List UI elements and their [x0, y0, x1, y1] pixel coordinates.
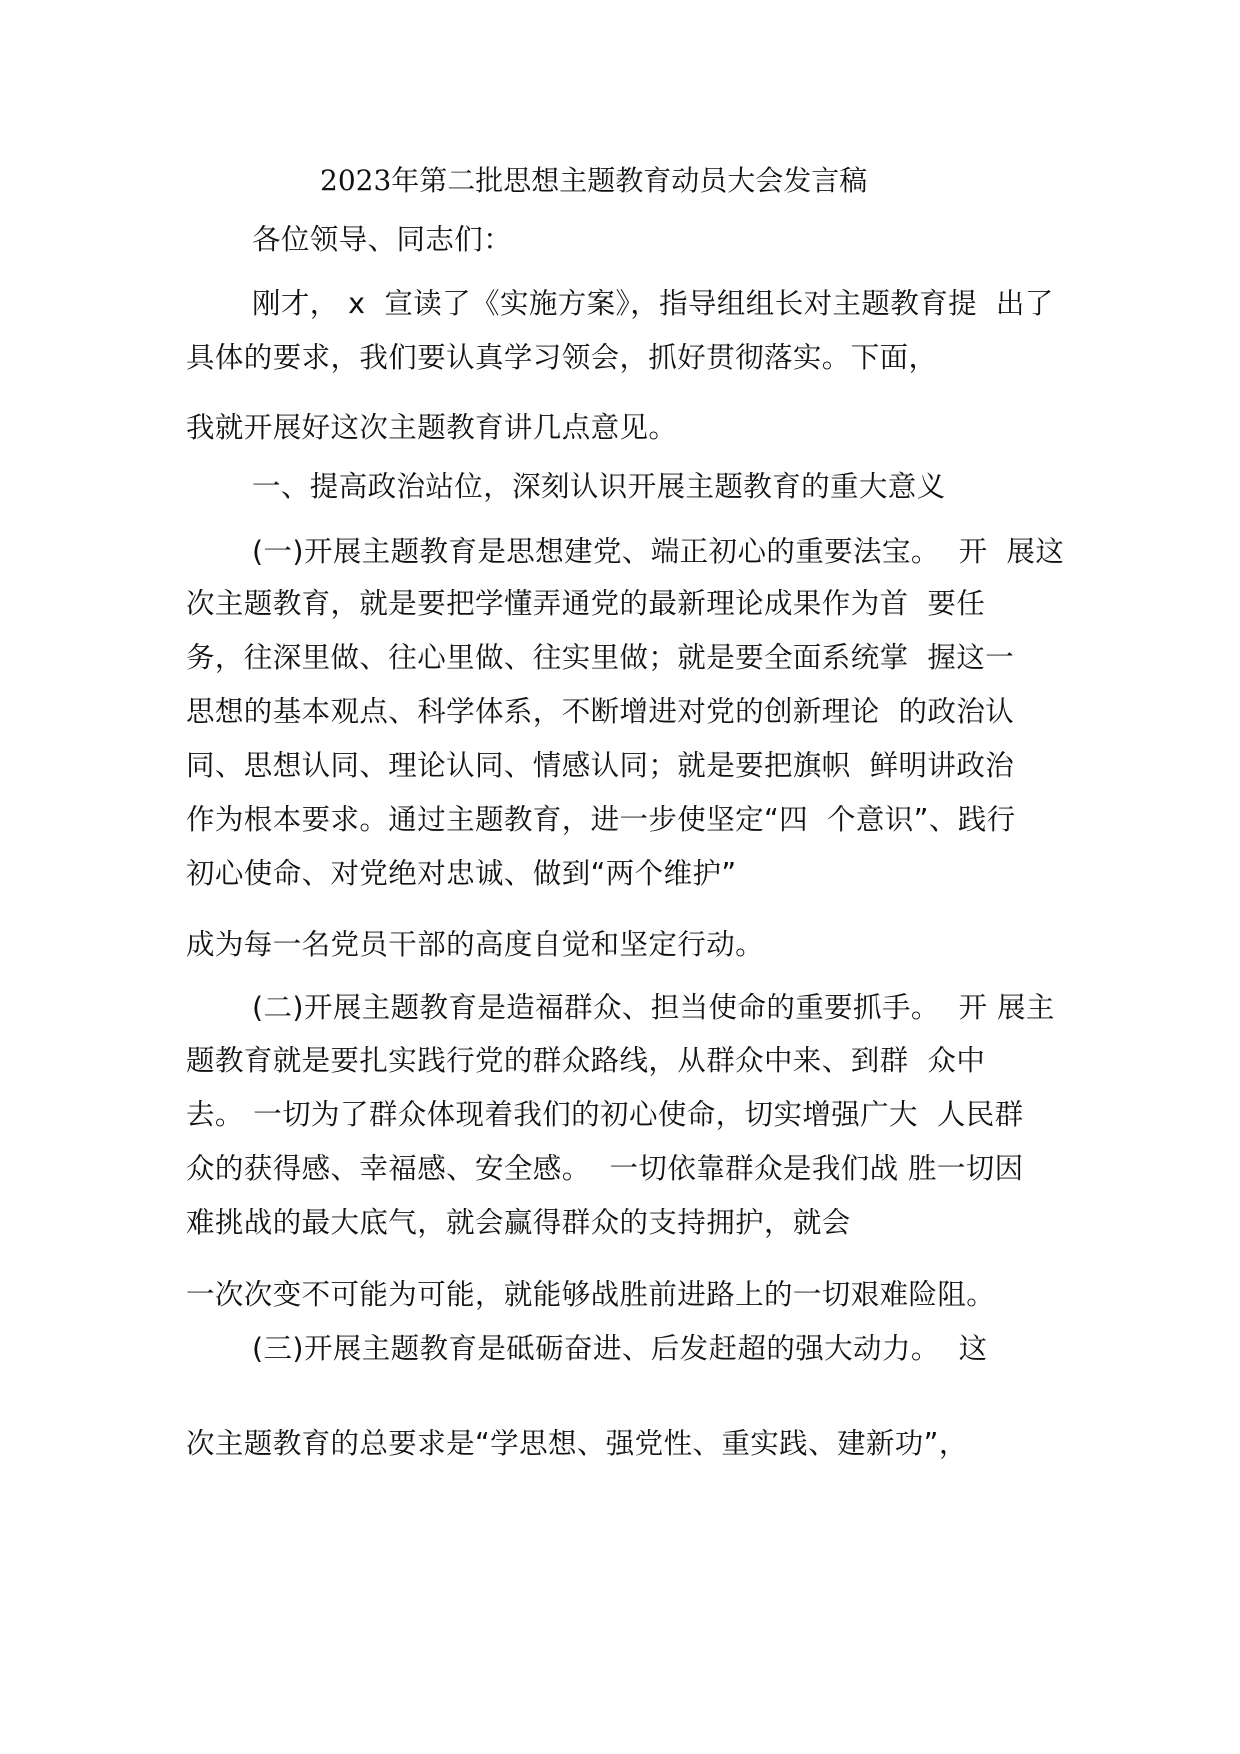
body-line: 思想的基本观点、科学体系，不断增进对党的创新理论 的政治认: [186, 695, 1015, 728]
body-line: 作为根本要求。通过主题教育，进一步使坚定“四 个意识”、践行: [186, 803, 1016, 836]
document-title: 2023年第二批思想主题教育动员大会发言稿: [320, 164, 868, 197]
body-line: 一次次变不可能为可能，就能够战胜前进路上的一切艰难险阻。: [186, 1278, 996, 1311]
body-line: 去。 一切为了群众体现着我们的初心使命，切实增强广大 人民群: [186, 1098, 1024, 1131]
body-line: 同、思想认同、理论认同、情感认同；就是要把旗帜 鲜明讲政治: [186, 749, 1015, 782]
body-line: 初心使命、对党绝对忠诚、做到“两个维护”: [186, 857, 737, 890]
body-line: 次主题教育的总要求是“学思想、强党性、重实践、建新功”，: [186, 1427, 968, 1460]
section-heading: 一、提高政治站位，深刻认识开展主题教育的重大意义: [252, 470, 946, 503]
body-line: 具体的要求，我们要认真学习领会，抓好贯彻落实。下面，: [186, 341, 938, 374]
body-line: 务，往深里做、往心里做、往实里做；就是要全面系统掌 握这一: [186, 641, 1015, 674]
body-line: (三)开展主题教育是砥砺奋进、后发赶超的强大动力。 这: [252, 1332, 988, 1365]
body-line: 次主题教育，就是要把学懂弄通党的最新理论成果作为首 要任: [186, 587, 986, 620]
body-line: (一)开展主题教育是思想建党、端正初心的重要法宝。 开 展这: [252, 535, 1065, 568]
body-line: 题教育就是要扎实践行党的群众路线，从群众中来、到群 众中: [186, 1044, 986, 1077]
body-line: 我就开展好这次主题教育讲几点意见。: [186, 411, 678, 444]
body-line: 刚才， x 宣读了《实施方案》，指导组组长对主题教育提 出了: [252, 287, 1054, 320]
greeting-line: 各位领导、同志们：: [252, 223, 513, 256]
body-line: 成为每一名党员干部的高度自觉和坚定行动。: [186, 928, 765, 961]
body-line: (二)开展主题教育是造福群众、担当使命的重要抓手。 开 展主: [252, 991, 1055, 1024]
body-line: 难挑战的最大底气，就会赢得群众的支持拥护，就会: [186, 1206, 851, 1239]
body-line: 众的获得感、幸福感、安全感。 一切依靠群众是我们战 胜一切因: [186, 1152, 1024, 1185]
